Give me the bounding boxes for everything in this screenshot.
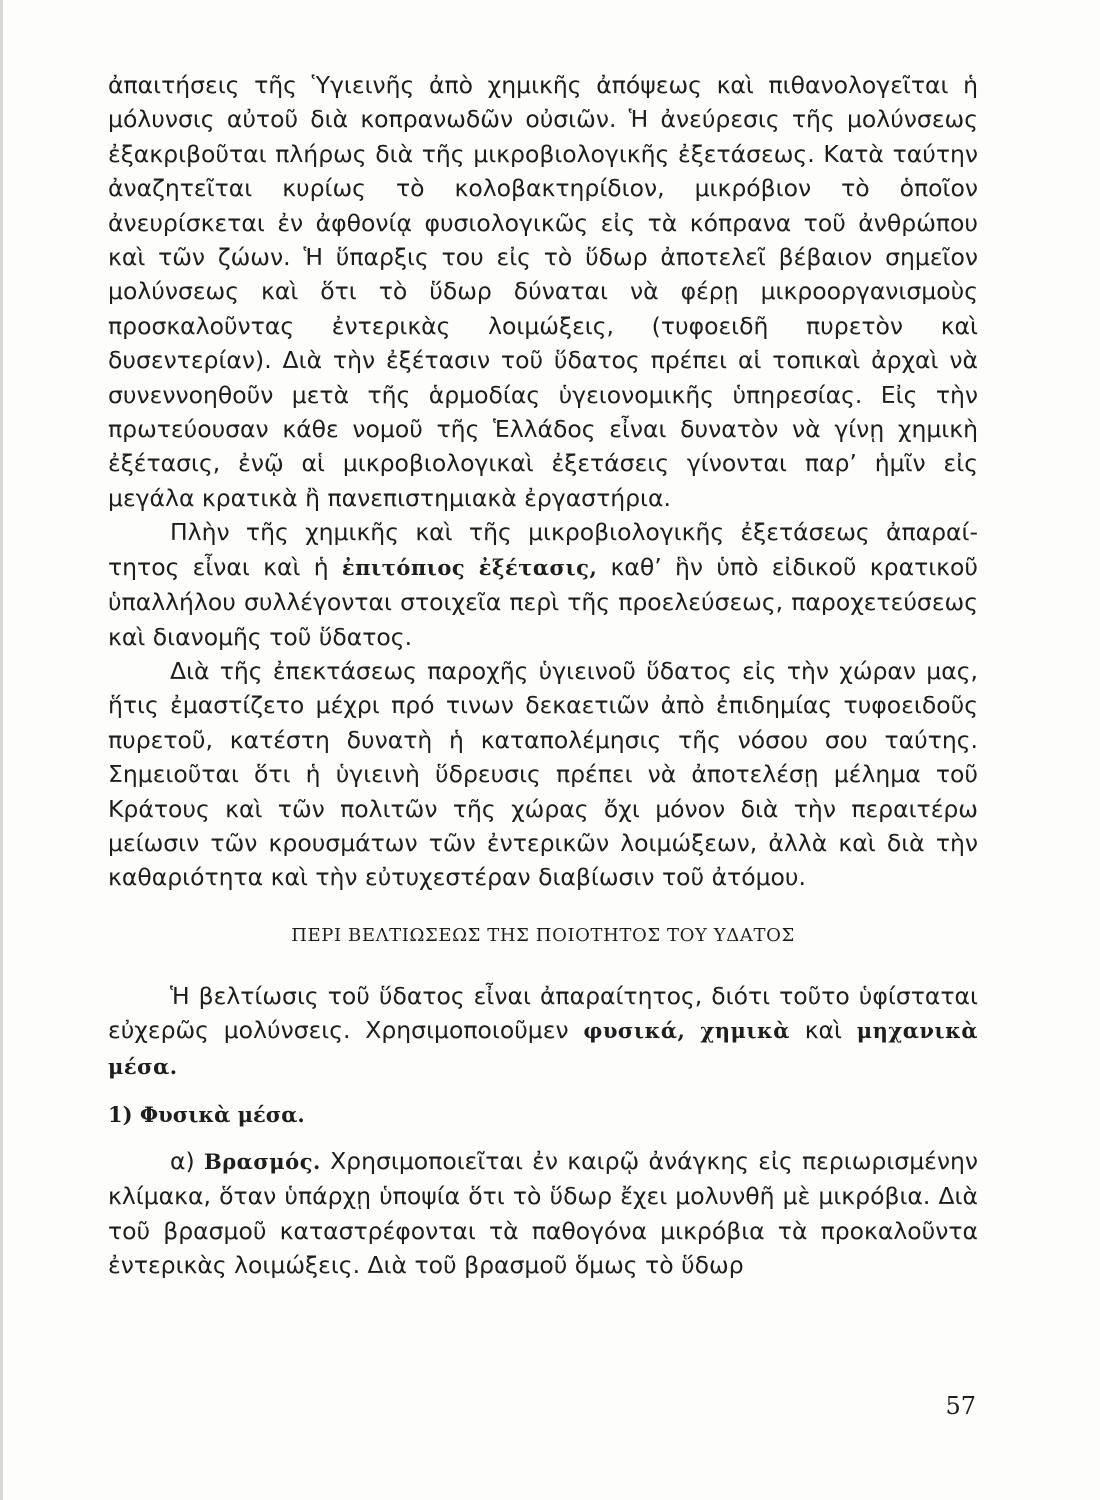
page-number: 57 <box>945 1392 976 1420</box>
paragraph-water-testing: ἀπαιτήσεις τῆς Ὑγιεινῆς ἀπὸ χημικῆς ἀπόψεως καὶ πιθανολογεῖται ἡ μόλυνσις αὐτοῦ διὰ κοπρανωδῶν οὐσιῶν. Ἡ ἀνεύρεσις τῆς μολύνσεως ἐξακριβοῦται πλήρως διὰ τῆς μικροβιολογικῆς ἐξετάσεως. Κατὰ ταύτην ἀναζητεῖται κυρίως τὸ κολοβακτηρίδιον, μικρόβιον τὸ ὁποῖον ἀνευρίσκεται ἐν ἀφθονίᾳ φυσιολογικῶς εἰς τὰ κόπρανα τοῦ ἀνθρώπου καὶ τῶν ζώων. Ἡ ὕπαρξις του εἰς τὸ ὕδωρ ἀποτελεῖ βέβαιον σημεῖον μολύνσεως καὶ ὅτι τὸ ὕδωρ δύναται νὰ φέρῃ μικροοργανισμοὺς προσκαλοῦντας ἐντερικὰς λοιμώξεις, (τυφοειδῆ πυρετὸν καὶ δυσεντερίαν). Διὰ τὴν ἐξέτασιν τοῦ ὕδατος πρέπει αἱ τοπικαὶ ἀρχαὶ νὰ συνεννοηθοῦν μετὰ τῆς ἁρμοδίας ὑγειονομικῆς ὑπηρεσίας. Εἰς τὴν πρωτεύουσαν κάθε νομοῦ τῆς Ἑλλάδος εἶναι δυνατὸν νὰ γίνῃ χημικὴ ἐξέτασις, ἐνῷ αἱ μικροβιολογικαὶ ἐξετάσεις γίνονται παρ’ ἡμῖν εἰς μεγάλα κρατικὰ ἢ πανεπιστημιακὰ ἐργαστήρια. <box>108 71 978 512</box>
boiling-term: Βρασμός. <box>203 1148 321 1174</box>
paragraph-onsite-inspection <box>108 515 978 654</box>
paragraph-boiling <box>108 1144 978 1283</box>
paragraph-2-end: καθ’ ἣν ὑπὸ εἰδικοῦ κρατικοῦ ὑπαλλήλου συλλέγονται στοιχεῖα περὶ τῆς προελεύσεως, παροχετεύσεως καὶ διανομῆς τοῦ ὕδατος. <box>108 552 978 651</box>
mechanical-means-term: μηχανικὰ μέσα. <box>108 1018 978 1079</box>
paragraph-5-start: α) <box>170 1146 204 1175</box>
page-text <box>108 68 978 1283</box>
paragraph-4-mid: καὶ <box>789 1016 857 1045</box>
onsite-inspection-term: ἐπιτόπιος ἐξέτασις, <box>341 554 598 580</box>
page-edge-shadow <box>0 0 3 1500</box>
section-heading: ΠΕΡΙ ΒΕΛΤΙΩΣΕΩΣ ΤΗΣ ΠΟΙΟΤΗΤΟΣ ΤΟΥ ΥΔΑΤΟΣ <box>291 924 795 946</box>
paragraph-water-supply: Διὰ τῆς ἐπεκτάσεως παροχῆς ὑγιεινοῦ ὕδατος εἰς τὴν χώραν μας, ἥτις ἐμαστίζετο μέχρι πρό τινων δεκαετιῶν ἀπὸ ἐπιδημίας τυφοειδοῦς πυρετοῦ, κατέστη δυνατὴ ἡ καταπολέμησις τῆς νόσου σου ταύτης. Σημειοῦται ὅτι ἡ ὑγιεινὴ ὕδρευσις πρέπει νὰ ἀποτελέσῃ μέλημα τοῦ Κράτους καὶ τῶν πολιτῶν τῆς χώρας ὄχι μόνον διὰ τὴν περαιτέρω μείωσιν τῶν κρουσμάτων τῶν ἐντερικῶν λοιμώξεων, ἀλλὰ καὶ διὰ τὴν καθαριότητα καὶ τὴν εὐτυχεστέραν διαβίωσιν τοῦ ἀτόμου. <box>108 656 978 892</box>
subsection-heading: 1) Φυσικὰ μέσα. <box>108 1101 305 1127</box>
paragraph-4-start: Ἡ βελτίωσις τοῦ ὕδατος εἶναι ἀπαραίτητος, διότι τοῦτο ὑφίσταται εὐχερῶς μολύνσεις. Χρησιμοποιοῦμεν <box>108 981 978 1045</box>
paragraph-5-end: Χρησιμοποιεῖται ἐν καιρῷ ἀνάγκης εἰς περιωρισμένην κλίμακα, ὅταν ὑπάρχῃ ὑποψία ὅτι τὸ ὕδωρ ἔχει μολυνθῆ μὲ μικρόβια. Διὰ τοῦ βρασμοῦ καταστρέφονται τὰ παθογόνα μικρόβια τὰ προκαλοῦντα ἐντερικὰς λοιμώξεις. Διὰ τοῦ βρασμοῦ ὅμως τὸ ὕδωρ <box>108 1146 978 1280</box>
paragraph-improvement <box>108 979 978 1084</box>
paragraph-2-start: Πλὴν τῆς χημικῆς καὶ τῆς μικροβιολογικῆς ἐξετάσεως ἀπαραίτητος εἶναι καὶ ἡ <box>108 518 978 581</box>
physical-chemical-term: φυσικά, χημικὰ <box>583 1018 790 1044</box>
